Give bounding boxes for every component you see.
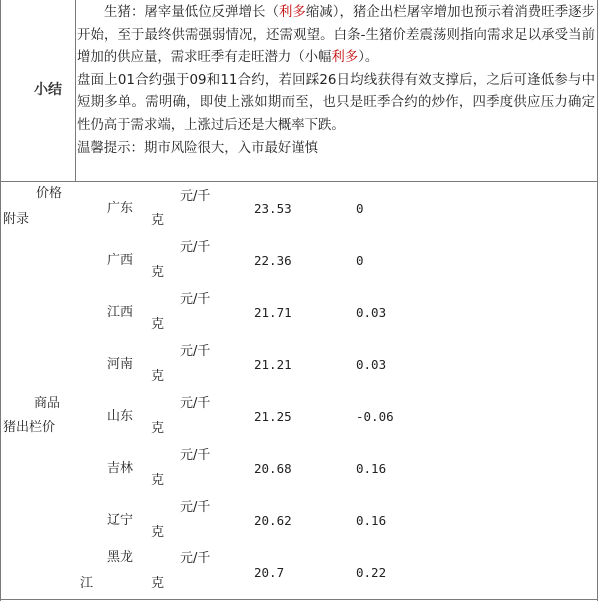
unit-line1: 元/千 — [180, 396, 211, 411]
summary-p1-end: ）。 — [358, 50, 379, 66]
unit-line1: 元/千 — [180, 292, 211, 307]
price-cell: 21.25 — [254, 409, 292, 424]
price-cell: 20.62 — [254, 513, 292, 528]
unit-line2: 克 — [151, 317, 165, 332]
summary-p1-pre: 生猪：屠宰量低位反弹增长（ — [104, 5, 279, 20]
summary-content — [77, 2, 595, 160]
table-right-border — [597, 0, 598, 601]
unit-line2: 克 — [151, 421, 165, 436]
unit-line1: 元/千 — [180, 500, 211, 515]
unit-line1: 元/千 — [180, 448, 211, 463]
table-bottom-border — [0, 599, 598, 600]
appendix-label-line1: 价格 — [36, 186, 63, 201]
summary-p1-post: 缩减），猪企出栏屠宰增加也预示着消费旺季逐步开始，至于最终供需强弱情况，还需观望。白条-生猪价差震荡则指向需求足以承受当前增加的供应量，需求旺季有走旺潜力（小幅 — [77, 5, 596, 66]
summary-paragraph-3: 温馨提示：期市风险很大，入市最好谨慎 — [77, 140, 319, 156]
price-cell: 21.71 — [254, 305, 292, 320]
summary-paragraph-1 — [77, 2, 595, 70]
summary-label: 小结 — [34, 82, 62, 98]
unit-line2: 克 — [151, 213, 165, 228]
unit-line2: 克 — [151, 525, 165, 540]
change-cell: -0.06 — [356, 409, 394, 424]
summary-bottom-border — [0, 181, 598, 182]
change-cell: 0.16 — [356, 513, 387, 528]
price-section-line1: 商品 — [34, 396, 61, 411]
unit-line2: 克 — [151, 369, 165, 384]
summary-paragraph-2: 盘面上01合约强于09和11合约，若回踩26日均线获得有效支撑后，之后可逢低参与中短期多单。需明确，即使上涨如期而至，也只是旺季合约的炒作，四季度供应压力确定性仍高于需求端，上涨过后还是大概率下跌。 — [77, 72, 595, 133]
price-cell: 20.68 — [254, 461, 292, 476]
price-cell: 20.7 — [254, 565, 285, 580]
label-column-divider — [75, 0, 76, 182]
change-cell: 0 — [356, 253, 364, 268]
change-cell: 0.03 — [356, 305, 387, 320]
change-cell: 0.03 — [356, 357, 387, 372]
change-cell: 0 — [356, 201, 364, 216]
change-cell: 0.22 — [356, 565, 387, 580]
price-section-line2: 猪出栏价 — [3, 420, 56, 435]
unit-line1: 元/千 — [180, 344, 211, 359]
unit-line2: 克 — [151, 576, 165, 591]
region-cell-line2: 江 — [80, 576, 94, 591]
region-cell: 广东 — [107, 201, 134, 216]
price-cell: 21.21 — [254, 357, 292, 372]
region-cell: 河南 — [107, 357, 134, 372]
region-cell: 广西 — [107, 253, 134, 268]
table-left-border — [0, 0, 1, 601]
unit-line2: 克 — [151, 265, 165, 280]
unit-line1: 元/千 — [180, 240, 211, 255]
price-cell: 22.36 — [254, 253, 292, 268]
appendix-label-line2: 附录 — [3, 212, 30, 227]
unit-line2: 克 — [151, 473, 165, 488]
change-cell: 0.16 — [356, 461, 387, 476]
region-cell-line1: 黑龙 — [107, 550, 134, 565]
price-cell: 23.53 — [254, 201, 292, 216]
unit-line1: 元/千 — [180, 551, 211, 566]
region-cell: 辽宁 — [107, 513, 134, 528]
region-cell: 江西 — [107, 305, 134, 320]
summary-p1-red-2: 利多 — [331, 50, 359, 66]
region-cell: 山东 — [107, 409, 134, 424]
summary-p1-red-1: 利多 — [278, 5, 306, 20]
unit-line1: 元/千 — [180, 189, 211, 204]
region-cell: 吉林 — [107, 461, 134, 476]
